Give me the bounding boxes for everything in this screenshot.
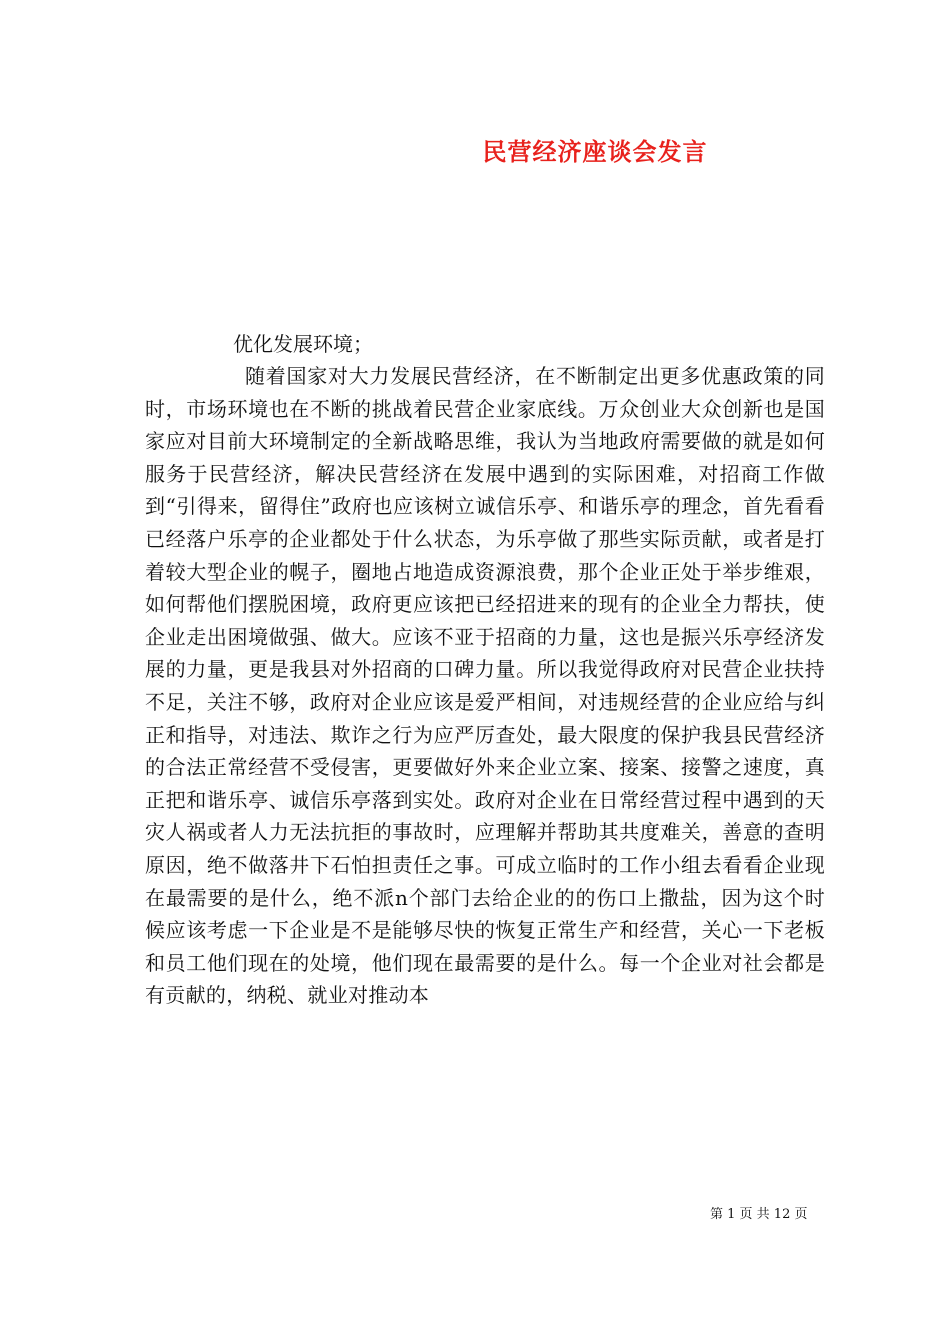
document-title: 民营经济座谈会发言 — [482, 137, 708, 166]
section-heading: 优化发展环境； — [233, 332, 373, 356]
document-body — [145, 328, 825, 1012]
page-number-footer: 第 1 页 共 12 页 — [710, 1207, 808, 1222]
body-paragraph: 随着国家对大力发展民营经济，在不断制定出更多优惠政策的同时，市场环境也在不断的挑战着民营企业家底线。万众创业大众创新也是国家应对目前大环境制定的全新战略思维，我认为当地政府需要做的就是如何服务于民营经济，解决民营经济在发展中遇到的实际困难，对招商工作做到“引得来，留得住”政府也应该树立诚信乐亭、和谐乐亭的理念，首先看看已经落户乐亭的企业都处于什么状态，为乐亭做了那些实际贡献，或者是打着较大型企业的幌子，圈地占地造成资源浪费，那个企业正处于举步维艰，如何帮他们摆脱困境，政府更应该把已经招进来的现有的企业全力帮扶，使企业走出困境做强、做大。应该不亚于招商的力量，这也是振兴乐亭经济发展的力量，更是我县对外招商的口碑力量。所以我觉得政府对民营企业扶持不足，关注不够，政府对企业应该是爱严相间，对违规经营的企业应给与纠正和指导，对违法、欺诈之行为应严厉查处，最大限度的保护我县民营经济的合法正常经营不受侵害，更要做好外来企业立案、接案、接警之速度，真正把和谐乐亭、诚信乐亭落到实处。政府对企业在日常经营过程中遇到的天灾人祸或者人力无法抗拒的事故时，应理解并帮助其共度难关，善意的查明原因，绝不做落井下石怕担责任之事。可成立临时的工作小组去看看企业现在最需要的是什么，绝不派n个部门去给企业的的伤口上撒盐，因为这个时候应该考虑一下企业是不是能够尽快的恢复正常生产和经营，关心一下老板和员工他们现在的处境，他们现在最需要的是什么。每一个企业对社会都是有贡献的，纳税、就业对推动本 — [145, 364, 825, 1008]
